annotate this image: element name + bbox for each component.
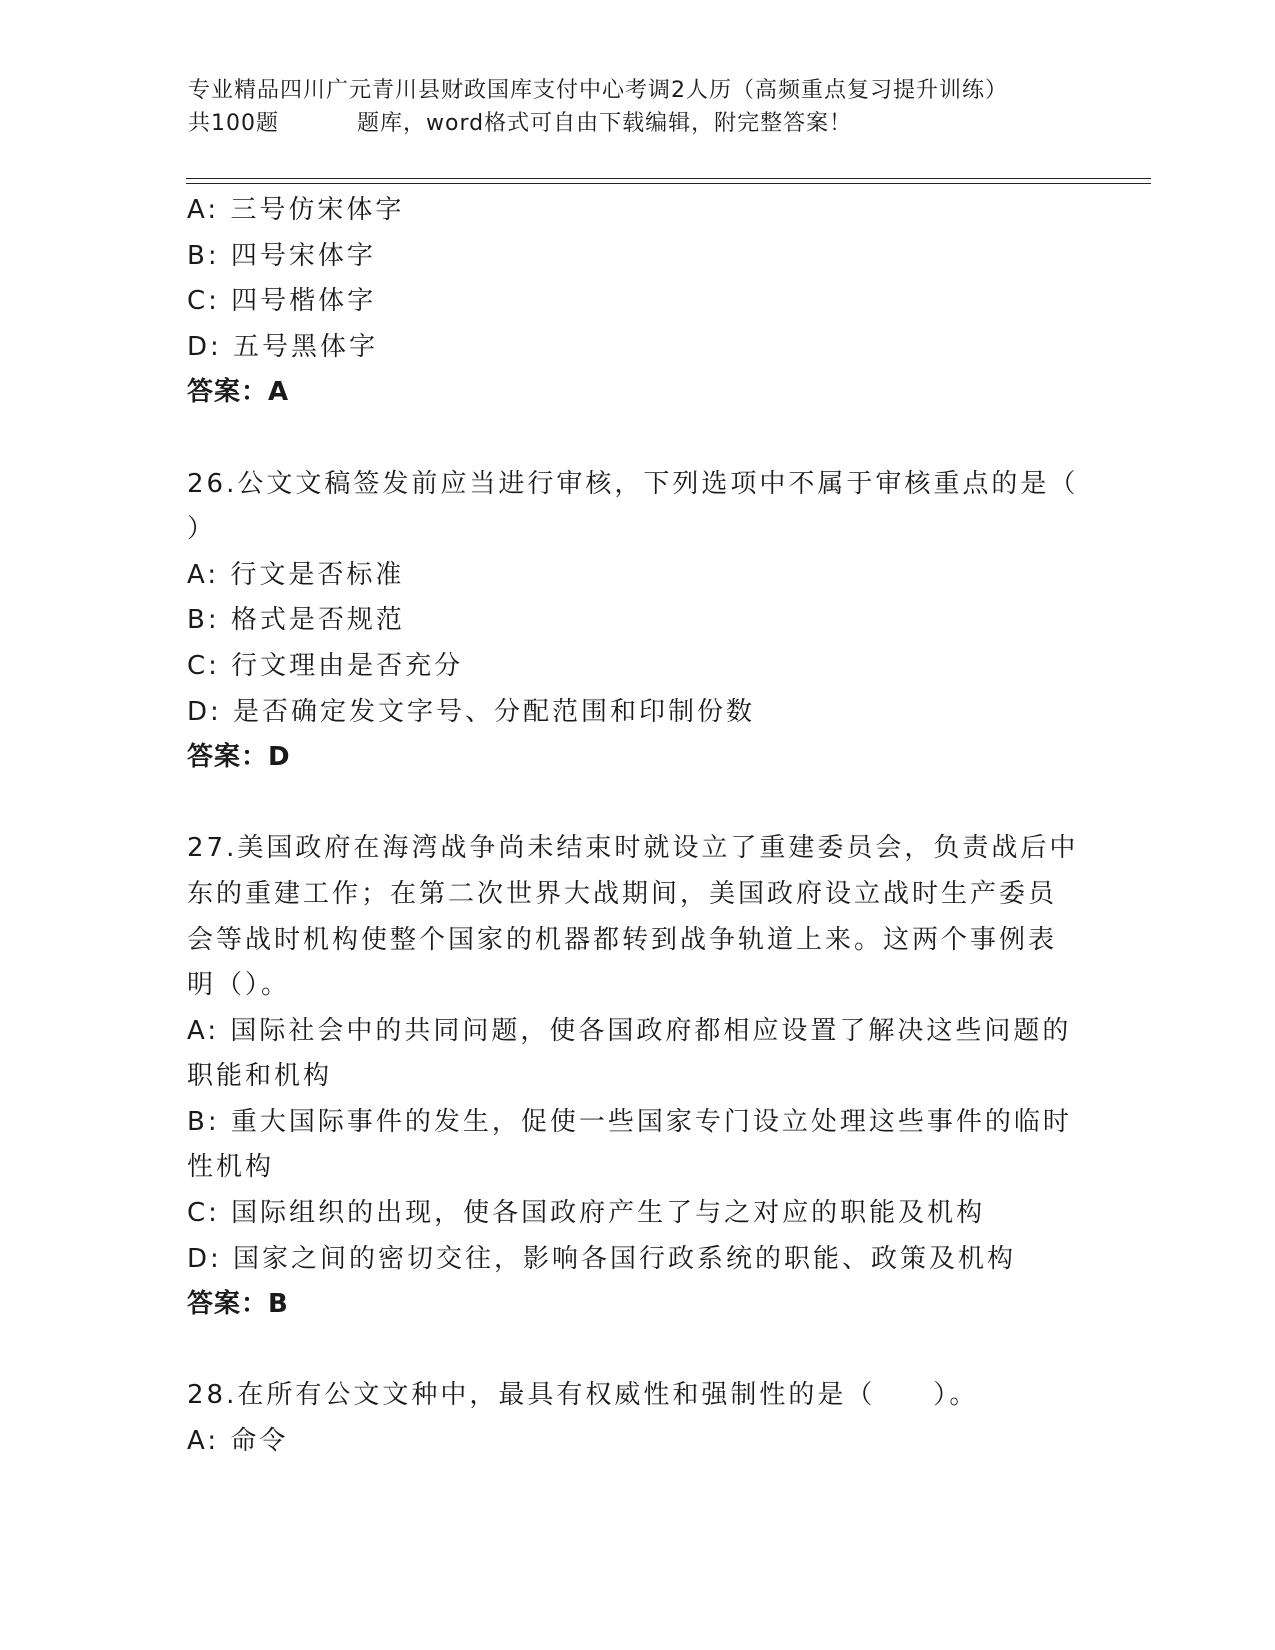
header-count: 共100题 [188,111,279,136]
option-c: C: 行文理由是否充分 [187,650,464,681]
option-d: D: 国家之间的密切交往，影响各国行政系统的职能、政策及机构 [187,1243,1017,1274]
option-b: B: 格式是否规范 [187,605,405,636]
option-d: D: 五号黑体字 [187,331,379,362]
header-divider-top [186,178,1151,179]
option-b-cont: 性机构 [187,1152,275,1183]
question-list [187,188,1087,1465]
question-27 [187,826,1087,1328]
option-c: C: 四号楷体字 [187,286,377,317]
option-a: A: 行文是否标准 [187,559,405,590]
question-25 [187,188,1087,416]
header-divider-bottom [186,183,1151,184]
question-stem: 27.美国政府在海湾战争尚未结束时就设立了重建委员会，负责战后中 [187,833,1079,864]
option-b: B: 四号宋体字 [187,240,376,271]
document-header [188,74,1088,140]
header-subtitle-line [188,107,1088,140]
question-stem-cont: 会等战时机构使整个国家的机器都转到战争轨道上来。这两个事例表 [187,924,1058,955]
option-c: C: 国际组织的出现，使各国政府产生了与之对应的职能及机构 [187,1198,986,1229]
option-d: D: 是否确定发文字号、分配范围和印制份数 [187,696,756,727]
header-title-line: 专业精品四川广元青川县财政国库支付中心考调2人历（高频重点复习提升训练） [188,78,1008,103]
option-b: B: 重大国际事件的发生，促使一些国家专门设立处理这些事件的临时 [187,1106,1072,1137]
answer: 答案：B [187,1289,289,1320]
question-stem-cont: ） [187,514,217,545]
question-stem-cont: 东的重建工作；在第二次世界大战期间，美国政府设立战时生产委员 [187,878,1058,909]
option-a: A: 国际社会中的共同问题，使各国政府都相应设置了解决这些问题的 [187,1015,1072,1046]
question-stem: 28.在所有公文文种中，最具有权威性和强制性的是（ ）。 [187,1380,979,1411]
option-a: A: 三号仿宋体字 [187,195,405,225]
answer: 答案：A [187,377,290,408]
question-28 [187,1373,1087,1464]
question-stem-cont: 明（）。 [187,970,291,1001]
question-stem: 26.公文文稿签发前应当进行审核，下列选项中不属于审核重点的是（ [187,468,1079,499]
option-a-cont: 职能和机构 [187,1061,333,1092]
question-26 [187,462,1087,781]
option-a: A: 命令 [187,1426,289,1457]
answer: 答案：D [187,742,291,773]
header-note: 题库，word格式可自由下载编辑，附完整答案！ [357,111,853,136]
